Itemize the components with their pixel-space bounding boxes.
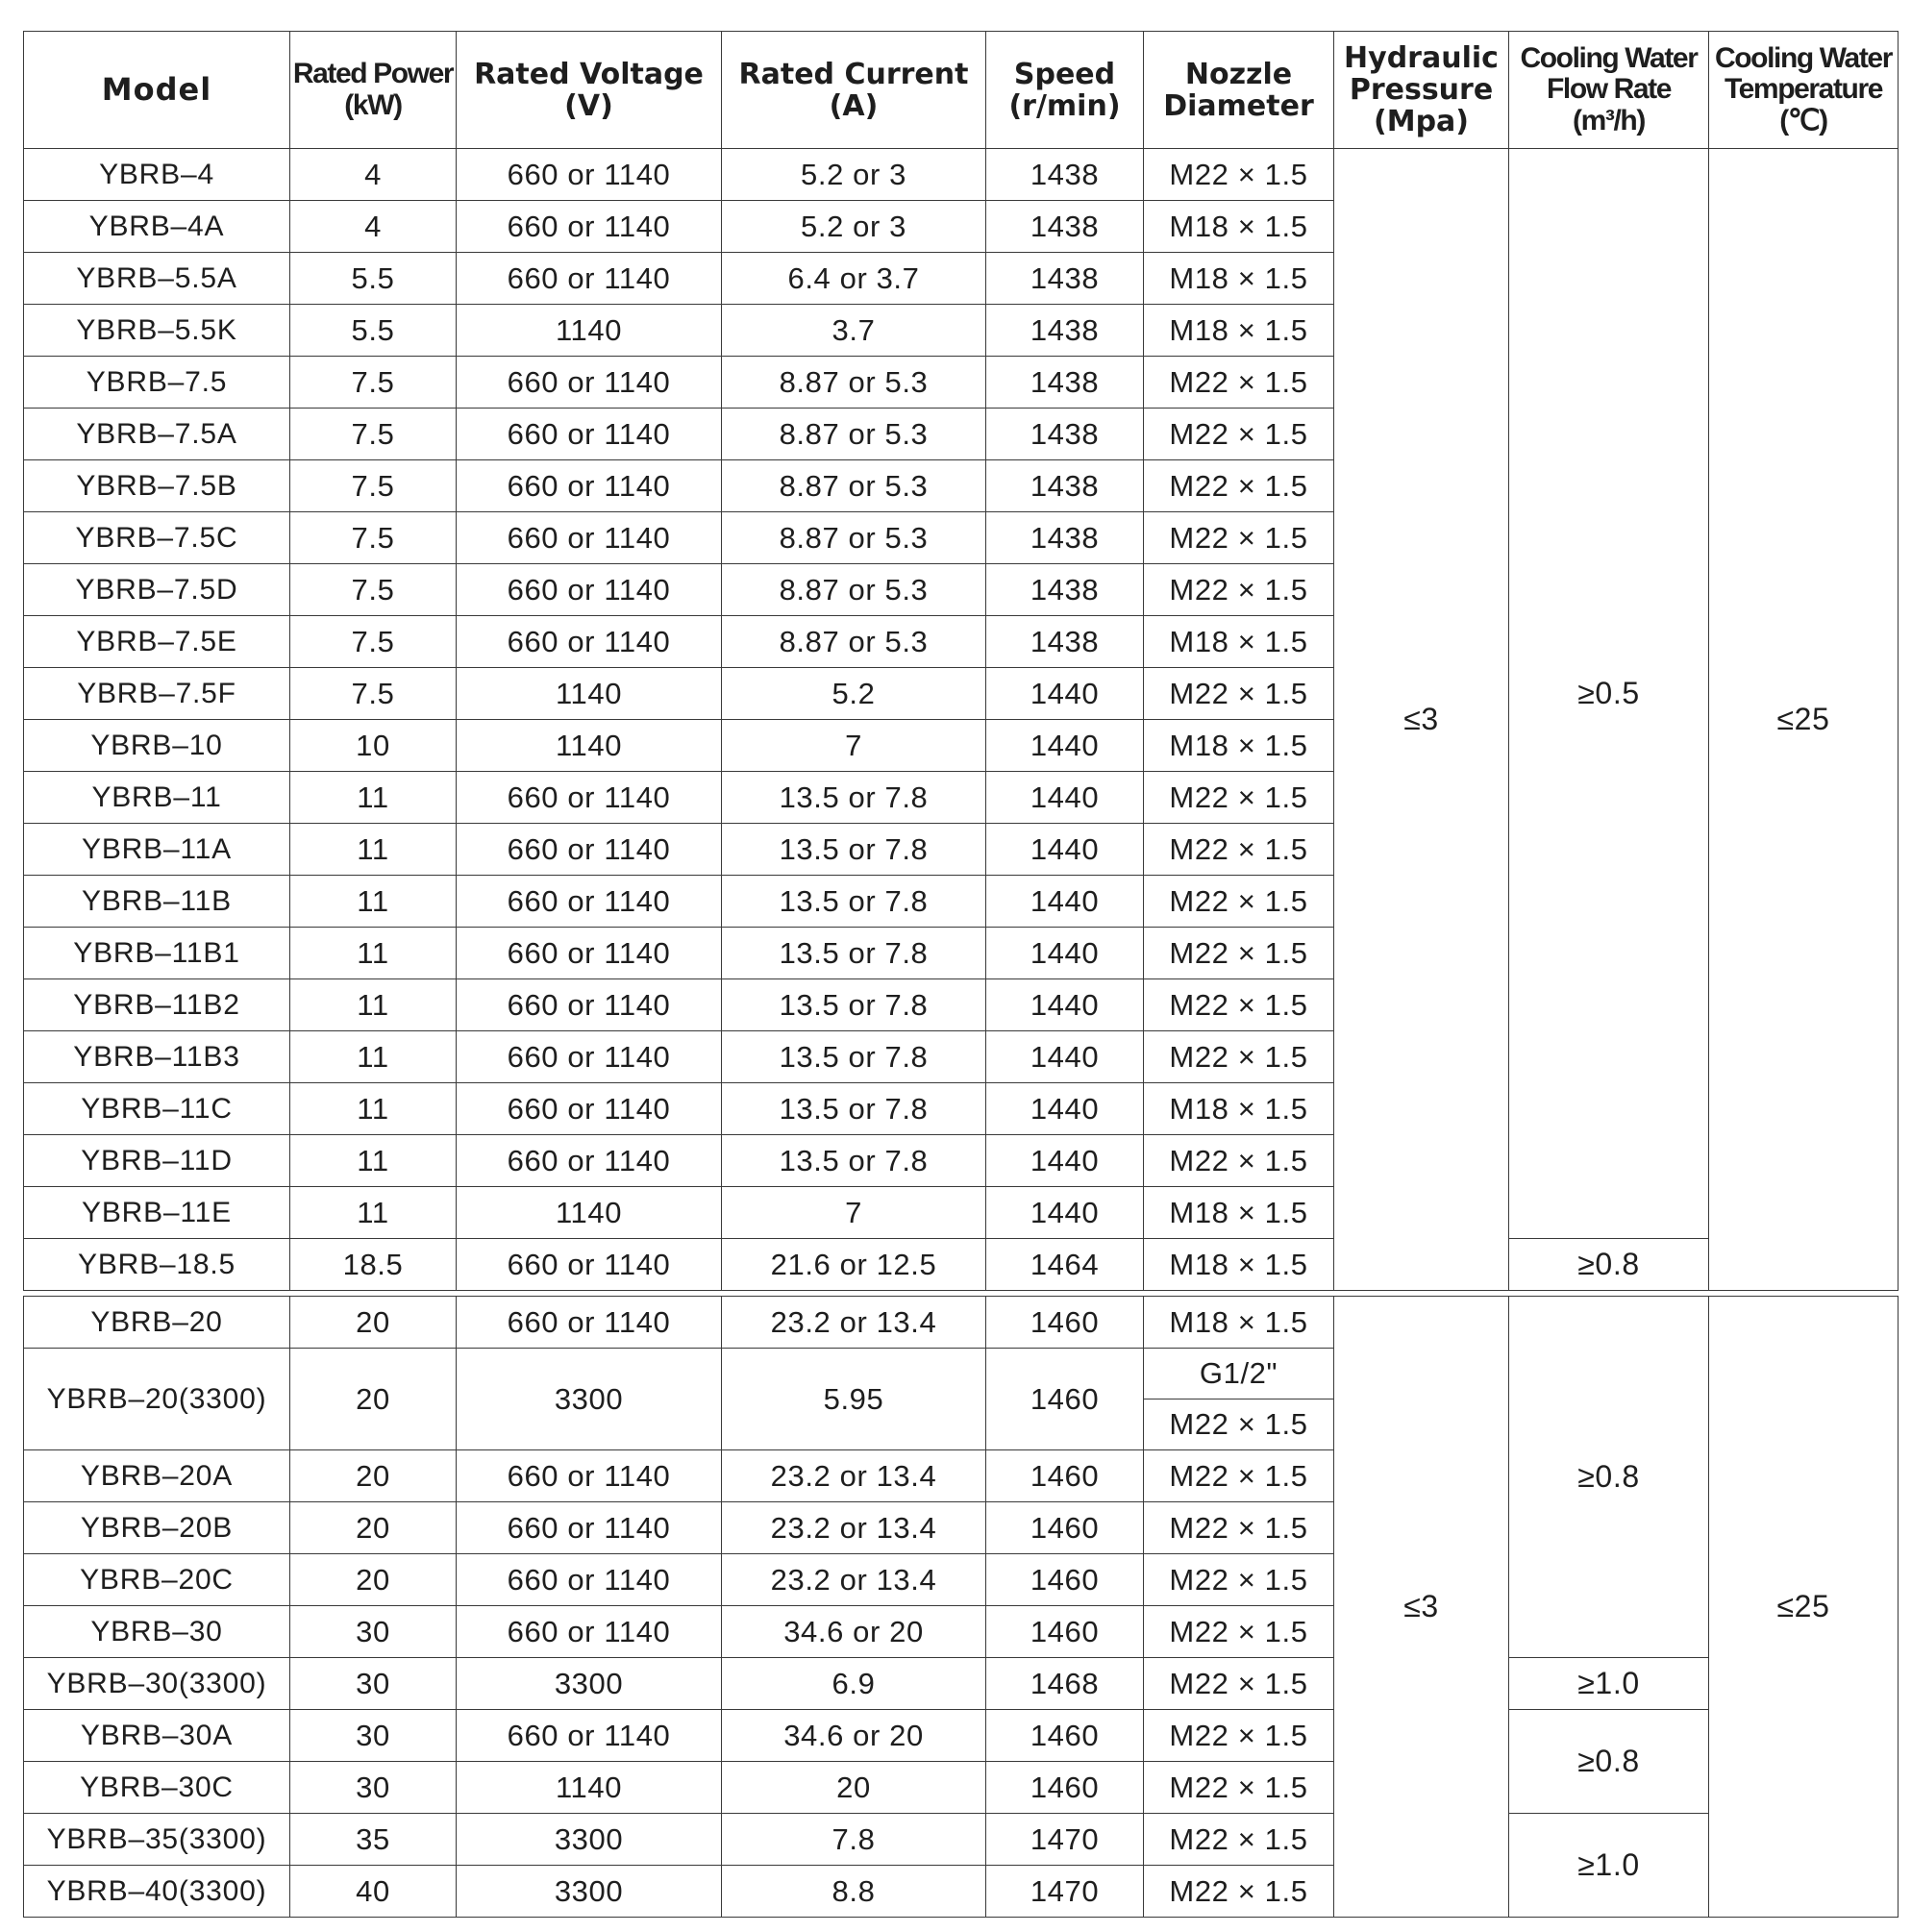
cell-model: YBRB–7.5C: [24, 512, 290, 564]
cell-voltage: 660 or 1140: [457, 1083, 722, 1135]
cell-power: 30: [290, 1606, 457, 1658]
cell-flow-rate: ≥1.0: [1509, 1814, 1709, 1918]
cell-model: YBRB–11E: [24, 1187, 290, 1239]
cell-current: 23.2 or 13.4: [722, 1554, 986, 1606]
cell-speed: 1460: [986, 1762, 1144, 1814]
cell-nozzle: M18 × 1.5: [1144, 201, 1334, 253]
cell-voltage: 660 or 1140: [457, 149, 722, 201]
cell-nozzle: M18 × 1.5: [1144, 1297, 1334, 1349]
cell-model: YBRB–5.5A: [24, 253, 290, 305]
cell-model: YBRB–30(3300): [24, 1658, 290, 1710]
cell-nozzle: M18 × 1.5: [1144, 305, 1334, 357]
cell-power: 11: [290, 1083, 457, 1135]
cell-model: YBRB–7.5D: [24, 564, 290, 616]
header-line: (r/min): [1008, 88, 1121, 123]
cell-power: 7.5: [290, 460, 457, 512]
cell-nozzle: M22 × 1.5: [1144, 1135, 1334, 1187]
cell-model: YBRB–7.5E: [24, 616, 290, 668]
cell-speed: 1470: [986, 1814, 1144, 1866]
cell-current: 7.8: [722, 1814, 986, 1866]
cell-power: 7.5: [290, 357, 457, 409]
cell-water-temperature: ≤25: [1709, 149, 1899, 1291]
cell-current: 34.6 or 20: [722, 1606, 986, 1658]
header-line: Speed: [1013, 57, 1116, 91]
cell-nozzle: M18 × 1.5: [1144, 1239, 1334, 1291]
cell-voltage: 660 or 1140: [457, 201, 722, 253]
cell-current: 8.87 or 5.3: [722, 409, 986, 460]
cell-model: YBRB–10: [24, 720, 290, 772]
cell-model: YBRB–7.5B: [24, 460, 290, 512]
cell-speed: 1440: [986, 979, 1144, 1031]
cell-model: YBRB–11A: [24, 824, 290, 876]
cell-nozzle: M22 × 1.5: [1144, 409, 1334, 460]
header-line: Temperature: [1724, 73, 1883, 106]
cell-model: YBRB–11C: [24, 1083, 290, 1135]
cell-voltage: 660 or 1140: [457, 1297, 722, 1349]
cell-model: YBRB–11B1: [24, 928, 290, 979]
cell-model: YBRB–7.5F: [24, 668, 290, 720]
cell-voltage: 660 or 1140: [457, 1606, 722, 1658]
cell-power: 7.5: [290, 616, 457, 668]
cell-current: 5.2 or 3: [722, 149, 986, 201]
cell-voltage: 660 or 1140: [457, 409, 722, 460]
cell-current: 13.5 or 7.8: [722, 772, 986, 824]
header-line: Cooling Water: [1714, 41, 1892, 74]
cell-model: YBRB–40(3300): [24, 1866, 290, 1918]
cell-current: 5.95: [722, 1349, 986, 1450]
cell-current: 8.87 or 5.3: [722, 564, 986, 616]
cell-speed: 1460: [986, 1710, 1144, 1762]
cell-nozzle: M22 × 1.5: [1144, 979, 1334, 1031]
cell-power: 5.5: [290, 253, 457, 305]
cell-model: YBRB–11B2: [24, 979, 290, 1031]
cell-voltage: 660 or 1140: [457, 1502, 722, 1554]
cell-model: YBRB–11: [24, 772, 290, 824]
cell-model: YBRB–7.5A: [24, 409, 290, 460]
cell-speed: 1468: [986, 1658, 1144, 1710]
cell-nozzle: M22 × 1.5: [1144, 564, 1334, 616]
cell-voltage: 1140: [457, 668, 722, 720]
cell-nozzle: M22 × 1.5: [1144, 512, 1334, 564]
cell-voltage: 1140: [457, 1187, 722, 1239]
header-cooling-water-temperature: [1709, 32, 1899, 149]
header-line: Rated Power: [292, 58, 454, 90]
cell-voltage: 660 or 1140: [457, 979, 722, 1031]
cell-power: 4: [290, 201, 457, 253]
table-row: [24, 1710, 1899, 1762]
header-rated-voltage: [457, 32, 722, 149]
cell-power: 10: [290, 720, 457, 772]
cell-power: 20: [290, 1502, 457, 1554]
cell-flow-rate: ≥0.8: [1509, 1239, 1709, 1291]
cell-model: YBRB–4: [24, 149, 290, 201]
cell-model: YBRB–7.5: [24, 357, 290, 409]
cell-model: YBRB–30C: [24, 1762, 290, 1814]
cell-model: YBRB–18.5: [24, 1239, 290, 1291]
header-line: Rated Voltage: [474, 57, 704, 91]
cell-nozzle: M22 × 1.5: [1144, 1399, 1334, 1450]
header-cooling-water-flow-rate: [1509, 32, 1709, 149]
table-row: [24, 1297, 1899, 1349]
cell-nozzle: G1/2": [1144, 1349, 1334, 1399]
cell-nozzle: M22 × 1.5: [1144, 1502, 1334, 1554]
cell-nozzle: M22 × 1.5: [1144, 1606, 1334, 1658]
cell-power: 7.5: [290, 564, 457, 616]
header-line: (A): [829, 88, 879, 123]
cell-hydraulic-pressure: ≤3: [1334, 149, 1509, 1291]
cell-voltage: 1140: [457, 720, 722, 772]
cell-voltage: 660 or 1140: [457, 1135, 722, 1187]
header-line: Nozzle: [1184, 57, 1293, 91]
cell-current: 13.5 or 7.8: [722, 928, 986, 979]
header-line: (℃): [1779, 104, 1827, 136]
cell-nozzle: M22 × 1.5: [1144, 1031, 1334, 1083]
cell-power: 11: [290, 1135, 457, 1187]
header-line: Rated Current: [738, 57, 969, 91]
cell-current: 23.2 or 13.4: [722, 1450, 986, 1502]
cell-current: 5.2 or 3: [722, 201, 986, 253]
cell-model: YBRB–20A: [24, 1450, 290, 1502]
cell-speed: 1438: [986, 305, 1144, 357]
cell-current: 23.2 or 13.4: [722, 1502, 986, 1554]
cell-voltage: 660 or 1140: [457, 616, 722, 668]
cell-nozzle: M22 × 1.5: [1144, 1866, 1334, 1918]
cell-current: 8.87 or 5.3: [722, 357, 986, 409]
cell-voltage: 3300: [457, 1866, 722, 1918]
header-line: (Mpa): [1374, 105, 1469, 138]
cell-speed: 1438: [986, 253, 1144, 305]
cell-power: 20: [290, 1297, 457, 1349]
cell-speed: 1440: [986, 824, 1144, 876]
cell-nozzle: M22 × 1.5: [1144, 1814, 1334, 1866]
cell-speed: 1440: [986, 928, 1144, 979]
cell-model: YBRB–20(3300): [24, 1349, 290, 1450]
cell-current: 13.5 or 7.8: [722, 1031, 986, 1083]
table-row: [24, 1658, 1899, 1710]
cell-voltage: 660 or 1140: [457, 512, 722, 564]
cell-voltage: 660 or 1140: [457, 876, 722, 928]
cell-power: 11: [290, 1031, 457, 1083]
spec-table-container: [23, 31, 1898, 1918]
cell-speed: 1460: [986, 1297, 1144, 1349]
header-line: Diameter: [1163, 88, 1314, 123]
cell-power: 11: [290, 1187, 457, 1239]
cell-model: YBRB–11B3: [24, 1031, 290, 1083]
cell-power: 11: [290, 928, 457, 979]
cell-power: 11: [290, 824, 457, 876]
cell-current: 13.5 or 7.8: [722, 979, 986, 1031]
cell-nozzle: M22 × 1.5: [1144, 928, 1334, 979]
cell-voltage: 1140: [457, 1762, 722, 1814]
cell-nozzle: M22 × 1.5: [1144, 1762, 1334, 1814]
cell-current: 8.8: [722, 1866, 986, 1918]
cell-current: 13.5 or 7.8: [722, 876, 986, 928]
cell-model: YBRB–20: [24, 1297, 290, 1349]
cell-voltage: 3300: [457, 1658, 722, 1710]
header-line: (V): [564, 88, 613, 123]
cell-speed: 1464: [986, 1239, 1144, 1291]
header-speed: [986, 32, 1144, 149]
table-row: [24, 1814, 1899, 1866]
cell-voltage: 1140: [457, 305, 722, 357]
cell-model: YBRB–30A: [24, 1710, 290, 1762]
cell-nozzle: M22 × 1.5: [1144, 149, 1334, 201]
cell-speed: 1438: [986, 564, 1144, 616]
cell-nozzle: M18 × 1.5: [1144, 616, 1334, 668]
cell-speed: 1440: [986, 1083, 1144, 1135]
cell-current: 7: [722, 720, 986, 772]
cell-model: YBRB–5.5K: [24, 305, 290, 357]
cell-voltage: 660 or 1140: [457, 772, 722, 824]
cell-flow-rate: ≥0.5: [1509, 149, 1709, 1239]
cell-voltage: 3300: [457, 1814, 722, 1866]
cell-power: 11: [290, 772, 457, 824]
cell-voltage: 660 or 1140: [457, 1031, 722, 1083]
cell-voltage: 660 or 1140: [457, 1710, 722, 1762]
cell-power: 35: [290, 1814, 457, 1866]
cell-speed: 1440: [986, 772, 1144, 824]
cell-current: 23.2 or 13.4: [722, 1297, 986, 1349]
cell-power: 30: [290, 1762, 457, 1814]
cell-voltage: 660 or 1140: [457, 1450, 722, 1502]
cell-flow-rate: ≥0.8: [1509, 1710, 1709, 1814]
cell-speed: 1438: [986, 357, 1144, 409]
header-line: Cooling Water: [1520, 41, 1698, 74]
cell-speed: 1440: [986, 876, 1144, 928]
header-rated-current: [722, 32, 986, 149]
cell-nozzle: M22 × 1.5: [1144, 1658, 1334, 1710]
cell-speed: 1438: [986, 149, 1144, 201]
cell-model: YBRB–11D: [24, 1135, 290, 1187]
header-line: Flow Rate: [1546, 73, 1672, 106]
cell-nozzle: M18 × 1.5: [1144, 1083, 1334, 1135]
cell-current: 13.5 or 7.8: [722, 1083, 986, 1135]
cell-power: 4: [290, 149, 457, 201]
cell-current: 6.4 or 3.7: [722, 253, 986, 305]
cell-current: 34.6 or 20: [722, 1710, 986, 1762]
cell-current: 7: [722, 1187, 986, 1239]
cell-nozzle: M18 × 1.5: [1144, 720, 1334, 772]
motor-spec-table: [23, 31, 1899, 1918]
cell-nozzle: M22 × 1.5: [1144, 357, 1334, 409]
cell-nozzle: M22 × 1.5: [1144, 1554, 1334, 1606]
header-hydraulic-pressure: [1334, 32, 1509, 149]
cell-speed: 1440: [986, 720, 1144, 772]
cell-speed: 1438: [986, 512, 1144, 564]
cell-speed: 1460: [986, 1349, 1144, 1450]
cell-power: 20: [290, 1450, 457, 1502]
cell-nozzle: M22 × 1.5: [1144, 1710, 1334, 1762]
cell-power: 11: [290, 876, 457, 928]
cell-model: YBRB–4A: [24, 201, 290, 253]
cell-power: 18.5: [290, 1239, 457, 1291]
table-row: [24, 1239, 1899, 1291]
cell-power: 5.5: [290, 305, 457, 357]
cell-model: YBRB–35(3300): [24, 1814, 290, 1866]
header-line: Pressure: [1349, 73, 1494, 107]
cell-flow-rate: ≥1.0: [1509, 1658, 1709, 1710]
cell-nozzle: M22 × 1.5: [1144, 772, 1334, 824]
header-rated-power: [290, 32, 457, 149]
cell-voltage: 660 or 1140: [457, 824, 722, 876]
header-line: Hydraulic: [1344, 41, 1499, 75]
cell-power: 7.5: [290, 409, 457, 460]
cell-current: 20: [722, 1762, 986, 1814]
cell-current: 3.7: [722, 305, 986, 357]
cell-power: 7.5: [290, 512, 457, 564]
cell-nozzle: M22 × 1.5: [1144, 668, 1334, 720]
cell-current: 21.6 or 12.5: [722, 1239, 986, 1291]
cell-current: 5.2: [722, 668, 986, 720]
header-line: (kW): [344, 88, 402, 121]
cell-nozzle: M18 × 1.5: [1144, 1187, 1334, 1239]
cell-flow-rate: ≥0.8: [1509, 1297, 1709, 1658]
cell-current: 6.9: [722, 1658, 986, 1710]
cell-nozzle: M22 × 1.5: [1144, 876, 1334, 928]
cell-speed: 1470: [986, 1866, 1144, 1918]
cell-speed: 1460: [986, 1450, 1144, 1502]
cell-power: 30: [290, 1658, 457, 1710]
cell-nozzle: M22 × 1.5: [1144, 1450, 1334, 1502]
cell-speed: 1460: [986, 1606, 1144, 1658]
cell-power: 7.5: [290, 668, 457, 720]
header-model-line: Model: [101, 70, 212, 108]
cell-power: 11: [290, 979, 457, 1031]
cell-voltage: 660 or 1140: [457, 253, 722, 305]
cell-power: 30: [290, 1710, 457, 1762]
cell-power: 40: [290, 1866, 457, 1918]
cell-model: YBRB–30: [24, 1606, 290, 1658]
cell-voltage: 660 or 1140: [457, 357, 722, 409]
cell-speed: 1440: [986, 1187, 1144, 1239]
cell-speed: 1440: [986, 1031, 1144, 1083]
cell-current: 13.5 or 7.8: [722, 824, 986, 876]
cell-speed: 1438: [986, 201, 1144, 253]
header-nozzle-diameter: [1144, 32, 1334, 149]
header-line: (m³/h): [1573, 104, 1645, 136]
cell-speed: 1460: [986, 1554, 1144, 1606]
cell-model: YBRB–20B: [24, 1502, 290, 1554]
cell-speed: 1440: [986, 668, 1144, 720]
cell-nozzle: M22 × 1.5: [1144, 460, 1334, 512]
cell-nozzle: M18 × 1.5: [1144, 253, 1334, 305]
cell-voltage: 3300: [457, 1349, 722, 1450]
cell-speed: 1440: [986, 1135, 1144, 1187]
cell-model: YBRB–11B: [24, 876, 290, 928]
cell-current: 8.87 or 5.3: [722, 512, 986, 564]
cell-speed: 1438: [986, 409, 1144, 460]
cell-speed: 1460: [986, 1502, 1144, 1554]
cell-voltage: 660 or 1140: [457, 1554, 722, 1606]
cell-voltage: 660 or 1140: [457, 460, 722, 512]
cell-speed: 1438: [986, 616, 1144, 668]
header-model: [24, 32, 290, 149]
cell-model: YBRB–20C: [24, 1554, 290, 1606]
cell-power: 20: [290, 1554, 457, 1606]
cell-voltage: 660 or 1140: [457, 564, 722, 616]
cell-voltage: 660 or 1140: [457, 1239, 722, 1291]
cell-water-temperature: ≤25: [1709, 1297, 1899, 1918]
cell-hydraulic-pressure: ≤3: [1334, 1297, 1509, 1918]
cell-current: 13.5 or 7.8: [722, 1135, 986, 1187]
cell-current: 8.87 or 5.3: [722, 460, 986, 512]
table-row: [24, 149, 1899, 201]
cell-power: 20: [290, 1349, 457, 1450]
cell-nozzle: M22 × 1.5: [1144, 824, 1334, 876]
cell-speed: 1438: [986, 460, 1144, 512]
cell-current: 8.87 or 5.3: [722, 616, 986, 668]
header-row: [24, 32, 1899, 149]
cell-voltage: 660 or 1140: [457, 928, 722, 979]
